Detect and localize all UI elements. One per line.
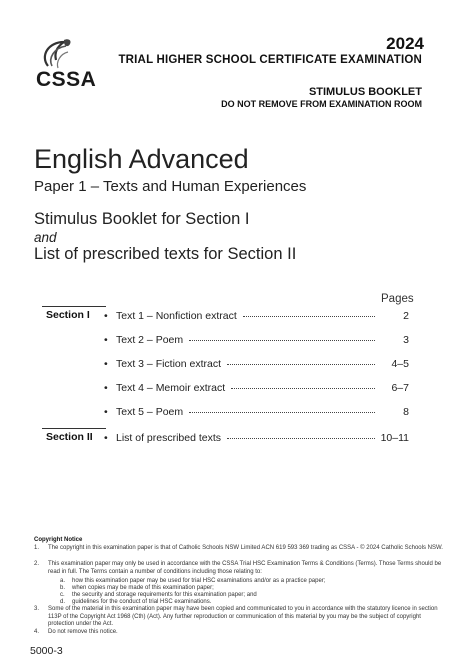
toc-row-text3 <box>104 358 409 372</box>
toc-pages: 4–5 <box>391 358 409 370</box>
leader-dots <box>243 316 375 317</box>
item-number: 3. <box>34 606 40 612</box>
item-text: Do not remove this notice. <box>48 629 118 635</box>
leader-dots <box>189 340 375 341</box>
item-text: when copies may be made of this examination paper; <box>72 585 214 591</box>
list-title: List of prescribed texts for Section II <box>34 245 297 263</box>
stimulus-title: Stimulus Booklet for Section I <box>34 210 250 228</box>
booklet-title: STIMULUS BOOKLET <box>308 86 422 98</box>
item-text: Some of the material in this examination paper may have been copied and communicated to you in accordance with the statutory licence in section 113P of the Copyright Act 1968 (Cth) (Act). Any further reproduction or communication of this material by you may be the subject of copyright protection under the Act. <box>48 606 438 628</box>
item-number: 4. <box>34 629 40 635</box>
copyright-item <box>34 545 444 553</box>
bullet: • <box>104 432 108 444</box>
toc-pages: 8 <box>403 406 409 418</box>
item-number: b. <box>60 585 66 591</box>
item-text: how this examination paper may be used for trial HSC examinations and/or as a practice paper; <box>72 578 326 584</box>
toc-label: List of prescribed texts <box>116 432 222 444</box>
item-number: a. <box>60 578 66 584</box>
bullet: • <box>104 358 108 370</box>
copyright-title: Copyright Notice <box>34 537 83 543</box>
item-text: guidelines for the conduct of trial HSC examinations. <box>72 599 212 605</box>
toc-label: Text 4 – Memoir extract <box>116 382 226 394</box>
toc-row-text1 <box>104 310 409 324</box>
section2-label: Section II <box>46 431 93 443</box>
toc-pages: 2 <box>403 310 409 322</box>
item-number: 1. <box>34 545 40 551</box>
item-text: the security and storage requirements for this examination paper; and <box>72 592 257 598</box>
and-connector: and <box>34 230 57 245</box>
section1-label: Section I <box>46 309 90 321</box>
copyright-item <box>34 629 444 637</box>
item-text: The copyright in this examination paper is that of Catholic Schools NSW Limited ACN 619 593 369 trading as CSSA - © 2024 Catholic Schools NSW. <box>48 545 443 551</box>
leader-dots <box>189 412 375 413</box>
toc-label: Text 2 – Poem <box>116 334 184 346</box>
section1-rule <box>42 306 106 307</box>
item-number: d. <box>60 599 66 605</box>
leader-dots <box>227 438 375 439</box>
toc-pages: 3 <box>403 334 409 346</box>
bullet: • <box>104 310 108 322</box>
subject-title: English Advanced <box>34 144 249 174</box>
bullet: • <box>104 334 108 346</box>
toc-row-prescribed <box>104 432 409 446</box>
copyright-item <box>34 561 444 576</box>
leader-dots <box>227 364 375 365</box>
item-number: 2. <box>34 561 40 567</box>
toc-row-text2 <box>104 334 409 348</box>
bullet: • <box>104 382 108 394</box>
paper-code: 5000-3 <box>30 645 63 657</box>
exam-title: TRIAL HIGHER SCHOOL CERTIFICATE EXAMINATION <box>118 54 422 66</box>
toc-pages: 10–11 <box>380 432 409 444</box>
paper-title: Paper 1 – Texts and Human Experiences <box>34 178 307 195</box>
toc-row-text4 <box>104 382 409 396</box>
toc-row-text5 <box>104 406 409 420</box>
leader-dots <box>231 388 375 389</box>
item-text: This examination paper may only be used in accordance with the CSSA Trial HSC Examination Terms & Conditions (Terms). Those Terms should be read in full. The Terms contain a number of conditions including those relating to: <box>48 561 442 575</box>
toc-label: Text 3 – Fiction extract <box>116 358 222 370</box>
removal-notice: DO NOT REMOVE FROM EXAMINATION ROOM <box>221 99 422 109</box>
toc-label: Text 1 – Nonfiction extract <box>116 310 237 322</box>
toc-label: Text 5 – Poem <box>116 406 184 418</box>
logo-text: CSSA <box>36 68 97 91</box>
copyright-item <box>34 606 444 629</box>
exam-year: 2024 <box>386 34 424 53</box>
section2-rule <box>42 428 106 429</box>
pages-header: Pages <box>381 293 414 305</box>
toc-pages: 6–7 <box>391 382 409 394</box>
bullet: • <box>104 406 108 418</box>
item-number: c. <box>60 592 65 598</box>
